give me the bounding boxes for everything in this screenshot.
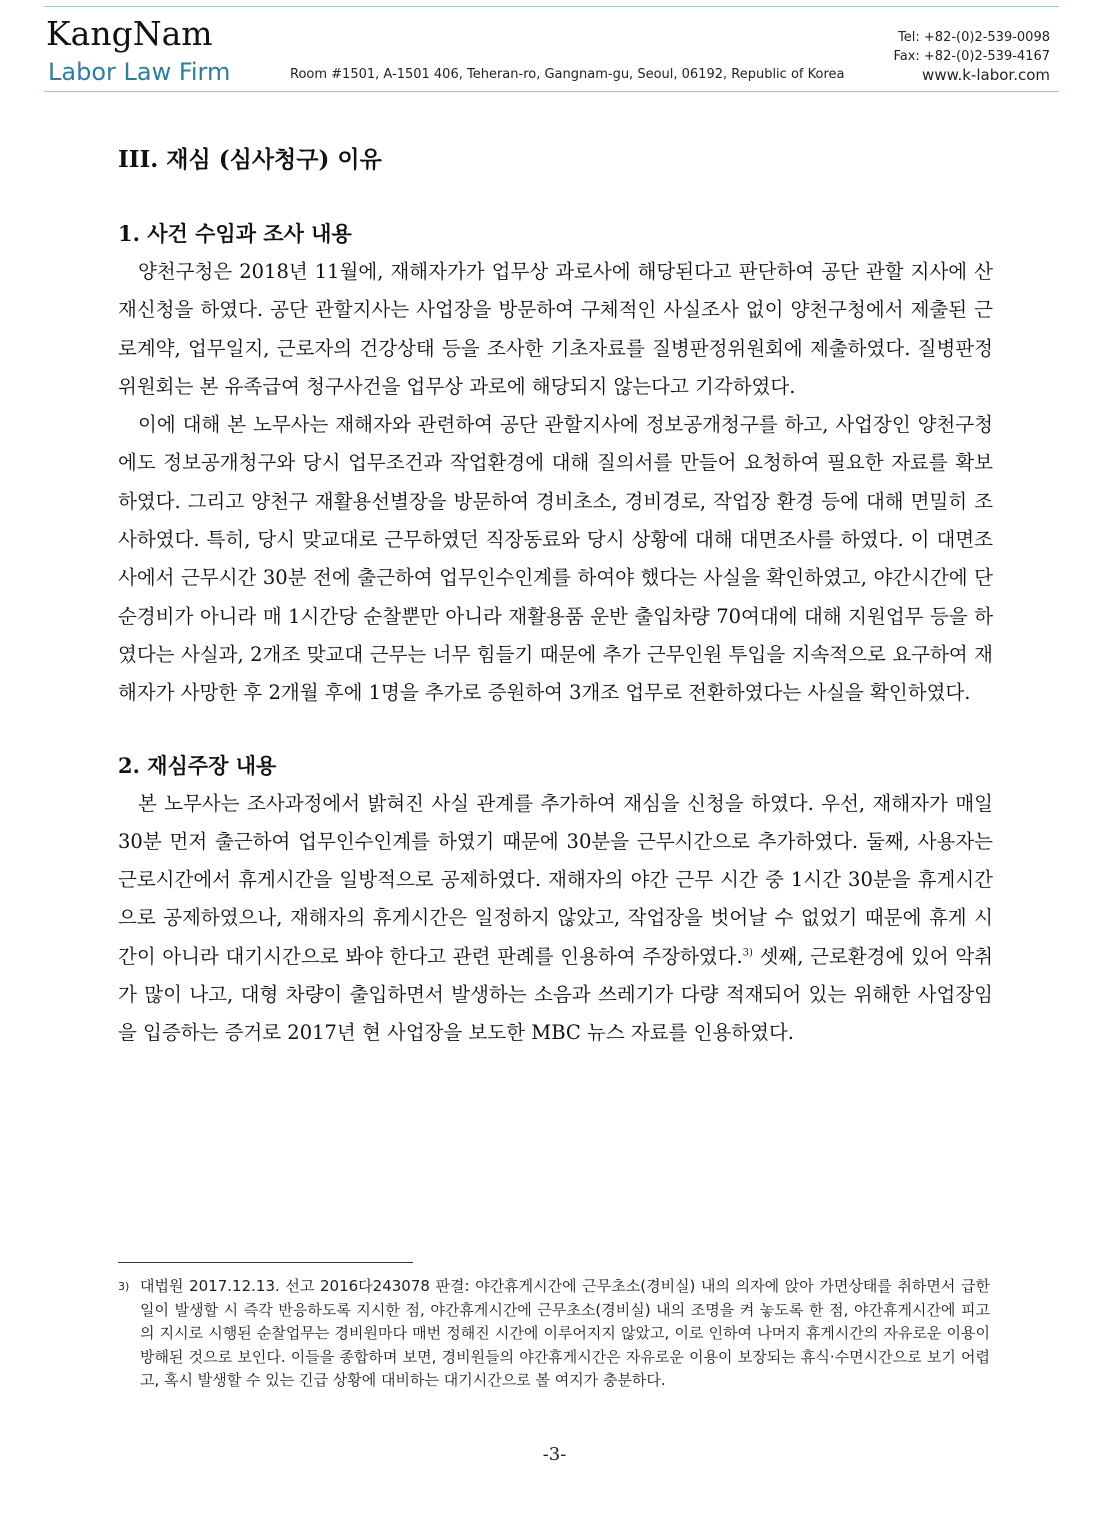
- footnote-mark: 3): [118, 1280, 130, 1293]
- page-number: -3-: [542, 1444, 567, 1465]
- section-title: III. 재심 (심사청구) 이유: [118, 146, 382, 173]
- document-body: [118, 140, 993, 1053]
- firm-address: Room #1501, A-1501 406, Teheran-ro, Gangnam-gu, Seoul, 06192, Republic of Korea: [290, 67, 845, 82]
- footnote-separator: [118, 1262, 413, 1263]
- spacer: [118, 713, 993, 747]
- spacer: [118, 180, 993, 215]
- subsection-1-title: 1. 사건 수임과 조사 내용: [118, 221, 352, 246]
- subsection-1-paragraph-1: 양천구청은 2018년 11월에, 재해자가가 업무상 과로사에 해당된다고 판단하여 공단 관할 지사에 산재신청을 하였다. 공단 관할지사는 사업장을 방문하여 구체적인 사실조사 없이 양천구청에서 제출된 근로계약, 업무일지, 근로자의 건강상태 등을 조사한 기초자료를 질병판정위원회에 제출하였다. 질병판정위원회는 본 유족급여 청구사건을 업무상 과로에 해당되지 않는다고 기각하였다.: [118, 260, 993, 398]
- footnote-text: 대법원 2017.12.13. 선고 2016다243078 판결: 야간휴게시간에 근무초소(경비실) 내의 의자에 앉아 가면상태를 취하면서 급한 일이 발생할 시 즉각 반응하도록 지시한 점, 야간휴게시간에 근무초소(경비실) 내의 조명을 켜 놓도록 한 점, 야간휴게시간에 피고의 지시로 시행된 순찰업무는 경비원마다 매번 정해진 시간에 이루어지지 않았고, 이로 인하여 나머지 휴게시간의 자유로운 이용이 방해된 것으로 보인다. 이들을 종합하며 보면, 경비원들의 야간휴게시간은 자유로운 이용이 보장되는 휴식·수면시간으로 보기 어렵고, 혹시 발생할 수 있는 긴급 상황에 대비하는 대기시간으로 볼 여지가 충분하다.: [140, 1277, 990, 1389]
- subsection-2-text-b: 셋째, 근로환경에 있어 악취가 많이 나고, 대형 차량이 출입하면서 발생하는 소음과 쓰레기가 다량 적재되어 있는 위해한 사업장임을 입증하는 증거로 2017년 현 사업장을 보도한 MBC 뉴스 자료를 인용하였다.: [118, 944, 993, 1045]
- firm-website-link[interactable]: www.k-labor.com: [922, 66, 1050, 84]
- subsection-1-paragraph-2: 이에 대해 본 노무사는 재해자와 관련하여 공단 관할지사에 정보공개청구를 하고, 사업장인 양천구청에도 정보공개청구와 당시 업무조건과 작업환경에 대해 질의서를 만들어 요청하여 필요한 자료를 확보하였다. 그리고 양천구 재활용선별장을 방문하여 경비초소, 경비경로, 작업장 환경 등에 대해 면밀히 조사하였다. 특히, 당시 맞교대로 근무하였던 직장동료와 당시 상황에 대해 대면조사를 하였다. 이 대면조사에서 근무시간 30분 전에 출근하여 업무인수인계를 하여야 했다는 사실을 확인하였고, 야간시간에 단순경비가 아니라 매 1시간당 순찰뿐만 아니라 재활용품 운반 출입차량 70여대에 대해 지원업무 등을 하였다는 사실과, 2개조 맞교대 근무는 너무 힘들기 때문에 추가 근무인원 투입을 지속적으로 요구하여 재해자가 사망한 후 2개월 후에 1명을 추가로 증원하여 3개조 업무로 전환하였다는 사실을 확인하였다.: [118, 413, 993, 705]
- header-bottom-rule: [44, 91, 1059, 92]
- subsection-2-paragraph: [118, 785, 993, 1053]
- footnote-reference[interactable]: 3): [742, 947, 753, 959]
- footnote: [118, 1275, 990, 1393]
- subsection-2-text-a: 본 노무사는 조사과정에서 밝혀진 사실 관계를 추가하여 재심을 신청을 하였다. 우선, 재해자가 매일 30분 먼저 출근하여 업무인수인계를 하였기 때문에 30분을 근무시간으로 추가하였다. 둘째, 사용자는 근로시간에서 휴게시간을 일방적으로 공제하였다. 재해자의 야간 근무 시간 중 1시간 30분을 휴게시간으로 공제하였으나, 재해자의 휴게시간은 일정하지 않았고, 작업장을 벗어날 수 없었기 때문에 휴게 시간이 아니라 대기시간으로 봐야 한다고 관련 판례를 인용하여 주장하였다.: [118, 791, 993, 968]
- firm-fax: Fax: +82-(0)2-539-4167: [893, 49, 1050, 64]
- firm-contact-block: [893, 28, 1050, 85]
- firm-logo-subtitle: Labor Law Firm: [48, 58, 231, 86]
- header-top-rule: [44, 6, 1059, 7]
- subsection-2-title: 2. 재심주장 내용: [118, 752, 277, 778]
- firm-logo-name: KangNam: [46, 14, 213, 53]
- firm-tel: Tel: +82-(0)2-539-0098: [898, 30, 1050, 45]
